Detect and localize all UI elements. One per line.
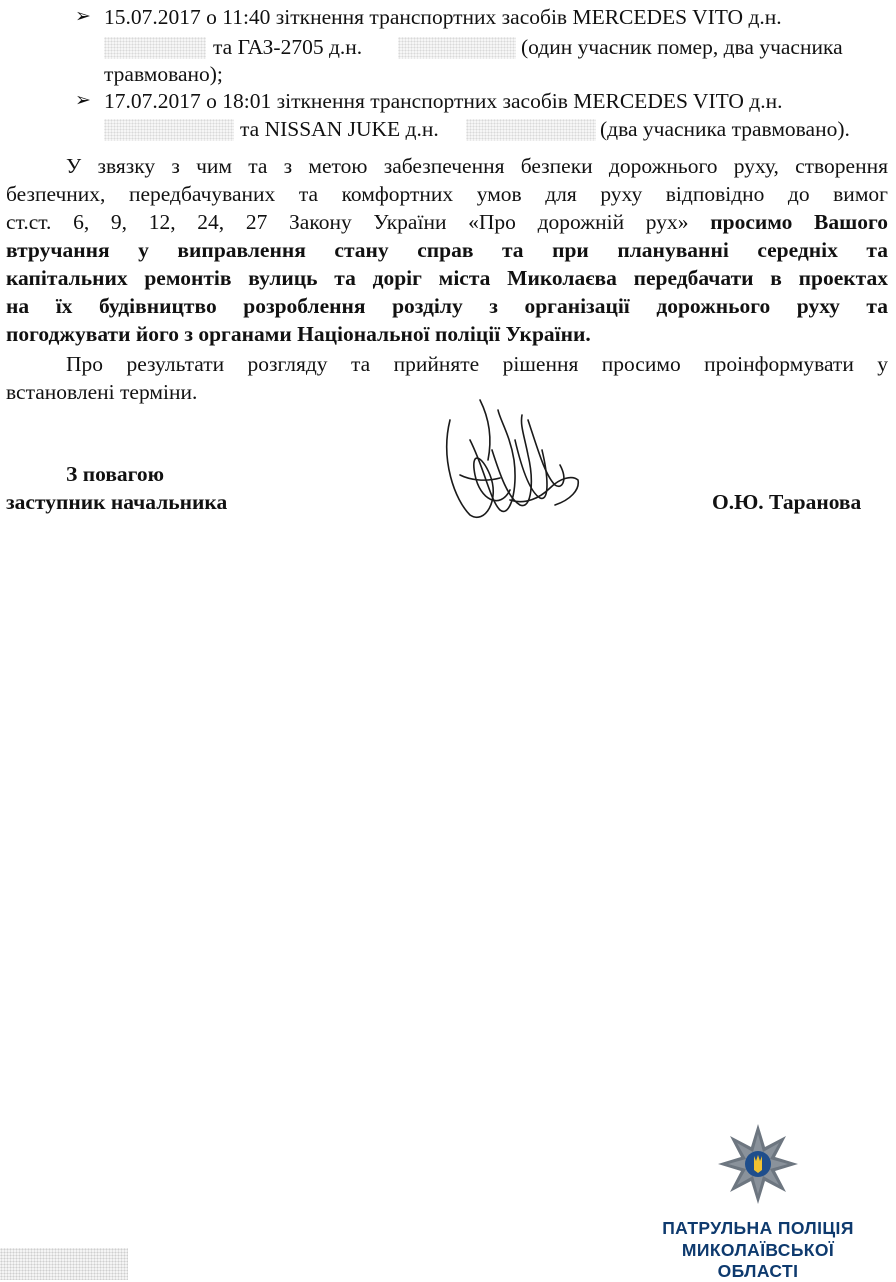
regards-text: З повагою <box>66 462 165 486</box>
redacted-plate <box>398 37 516 59</box>
request-line-3: ст.ст. 6, 9, 12, 24, 27 Закону України «Про дорожній рух» просимо Вашого <box>6 210 889 234</box>
signer-name: О.Ю. Таранова <box>712 490 862 514</box>
document-page: ➢ 15.07.2017 о 11:40 зіткнення транспортних засобів MERCEDES VITO д.н. та ГАЗ-2705 д.н. (один учасник помер, два учасника травмовано); ➢ 17.07.2017 о 18:01 зіткнення транспортних засобів MERCEDES VITO д.н. та NISSAN JUKE д.н. (два учасника травмовано). У звязку з чим та з метою забезпечення безпеки дорожнього руху, створення безпечних, передбачуваних та комфортних умов для руху відповідно до вимог ст.ст. 6, 9, 12, 24, 27 Закону України «Про дорожній рух» просимо Вашого втручання у виправлення стану справ та при плануванні середніх та капітальних ремонтів вулиць та доріг міста Миколаєва передбачати в проектах на їх будівництво розроблення розділу з організації дорожнього руху та погоджувати його з органами Національної поліції України. Про результати розгляду та прийняте рішення просимо проінформувати у встановлені терміни. З повагою заступник начальника О.Ю. Таранова ПАТРУЛЬНА ПОЛІЦІЯ МИКОЛАЇВСЬКОЇ ОБЛАСТІ <box>0 0 896 1280</box>
arrow-bullet-icon: ➢ <box>75 6 91 27</box>
signer-position: заступник начальника <box>6 490 228 514</box>
arrow-bullet-icon: ➢ <box>75 90 91 111</box>
police-star-emblem-icon <box>716 1122 800 1206</box>
handwritten-signature <box>430 380 580 530</box>
redacted-plate <box>104 119 234 141</box>
redacted-plate <box>466 119 596 141</box>
scan-artifact <box>0 1248 128 1280</box>
redacted-plate <box>104 37 206 59</box>
patrol-police-logo: ПАТРУЛЬНА ПОЛІЦІЯ МИКОЛАЇВСЬКОЇ ОБЛАСТІ <box>640 1122 876 1262</box>
